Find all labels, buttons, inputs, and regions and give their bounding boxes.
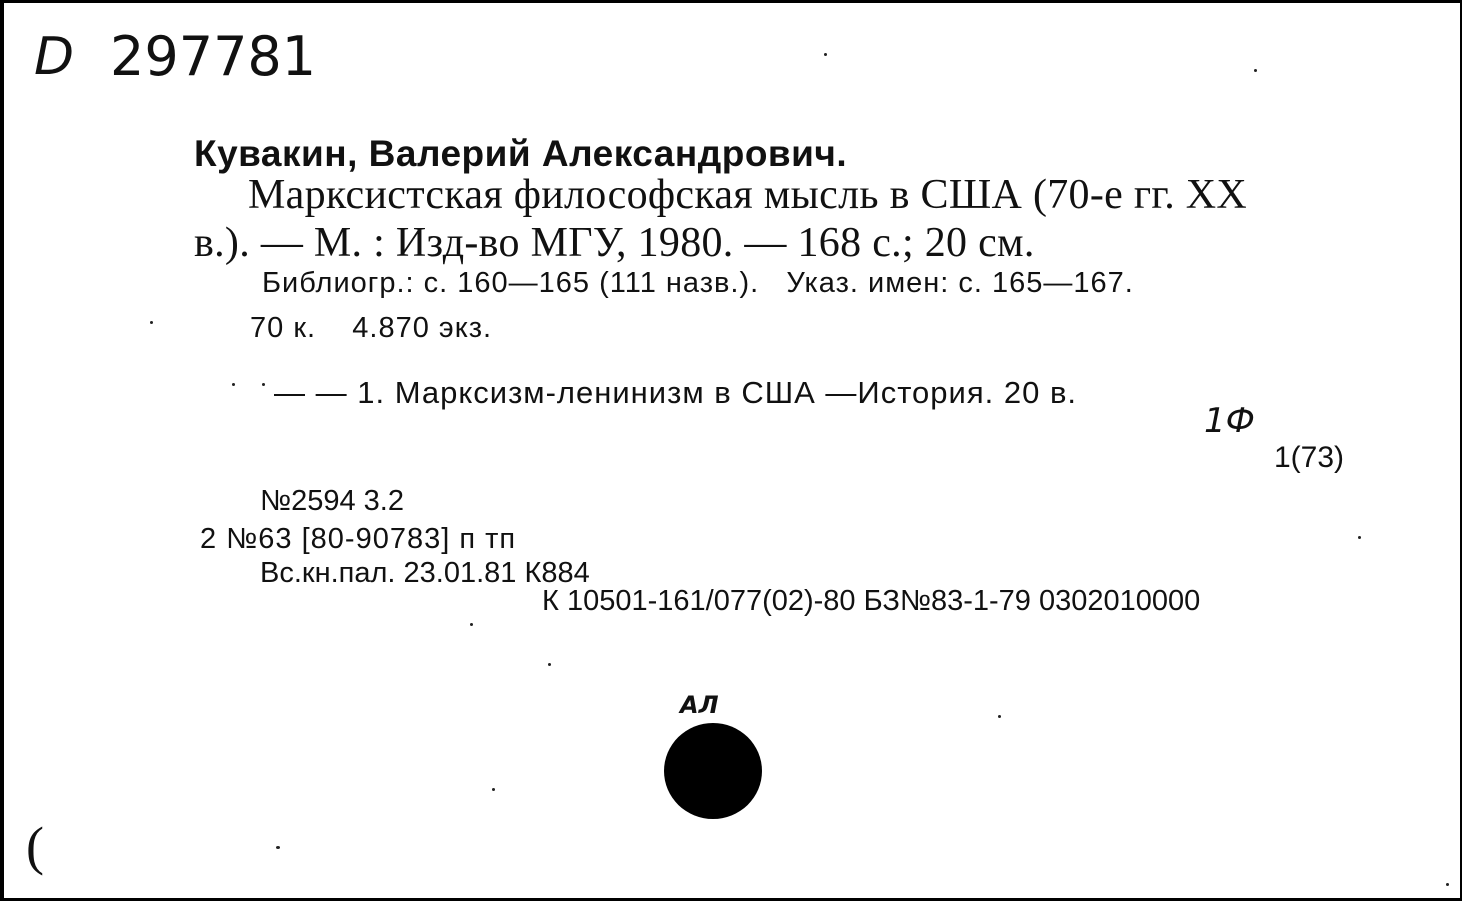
speck [1446,883,1449,886]
code-line-1: №2594 3.2 [260,485,404,517]
code-line-3: Вс.кн.пал. 23.01.81 К884 [260,557,590,589]
call-number: 297781 [110,25,317,88]
handwritten-initials: АЛ [680,691,719,719]
speck [150,321,153,324]
speck [492,788,495,791]
speck [824,53,827,56]
title-line-2: в.). — М. : Изд-во МГУ, 1980. — 168 с.; 20 см. [194,220,1035,266]
punch-hole [664,723,762,819]
code-line-2: 2 №63 [80-90783] п тп [200,523,517,555]
call-prefix: D [34,27,75,87]
title-line-1: Марксистская философская мысль в США (70-е гг. XX [248,172,1248,218]
notes-line-1: Библиогр.: с. 160—165 (111 назв.). Указ. имен: с. 165—167. [262,267,1134,299]
speck [262,383,265,386]
speck [998,715,1001,718]
speck [548,663,551,666]
classification-number: 1(73) [1274,441,1345,474]
subject-heading: — — 1. Марксизм-ленинизм в США —История. 20 в. [274,375,1078,410]
speck [232,383,235,386]
classification-handwritten: 1Ф [1204,401,1255,441]
left-bracket-mark: ( [26,816,44,876]
author-heading: Кувакин, Валерий Александрович. [194,133,848,174]
speck [1254,69,1257,72]
speck [1358,536,1361,539]
code-line-4: К 10501-161/077(02)-80 БЗ№83-1-79 0302010000 [542,585,1201,617]
speck [470,623,473,626]
speck [276,846,280,849]
notes-line-2: 70 к. 4.870 экз. [250,312,493,344]
